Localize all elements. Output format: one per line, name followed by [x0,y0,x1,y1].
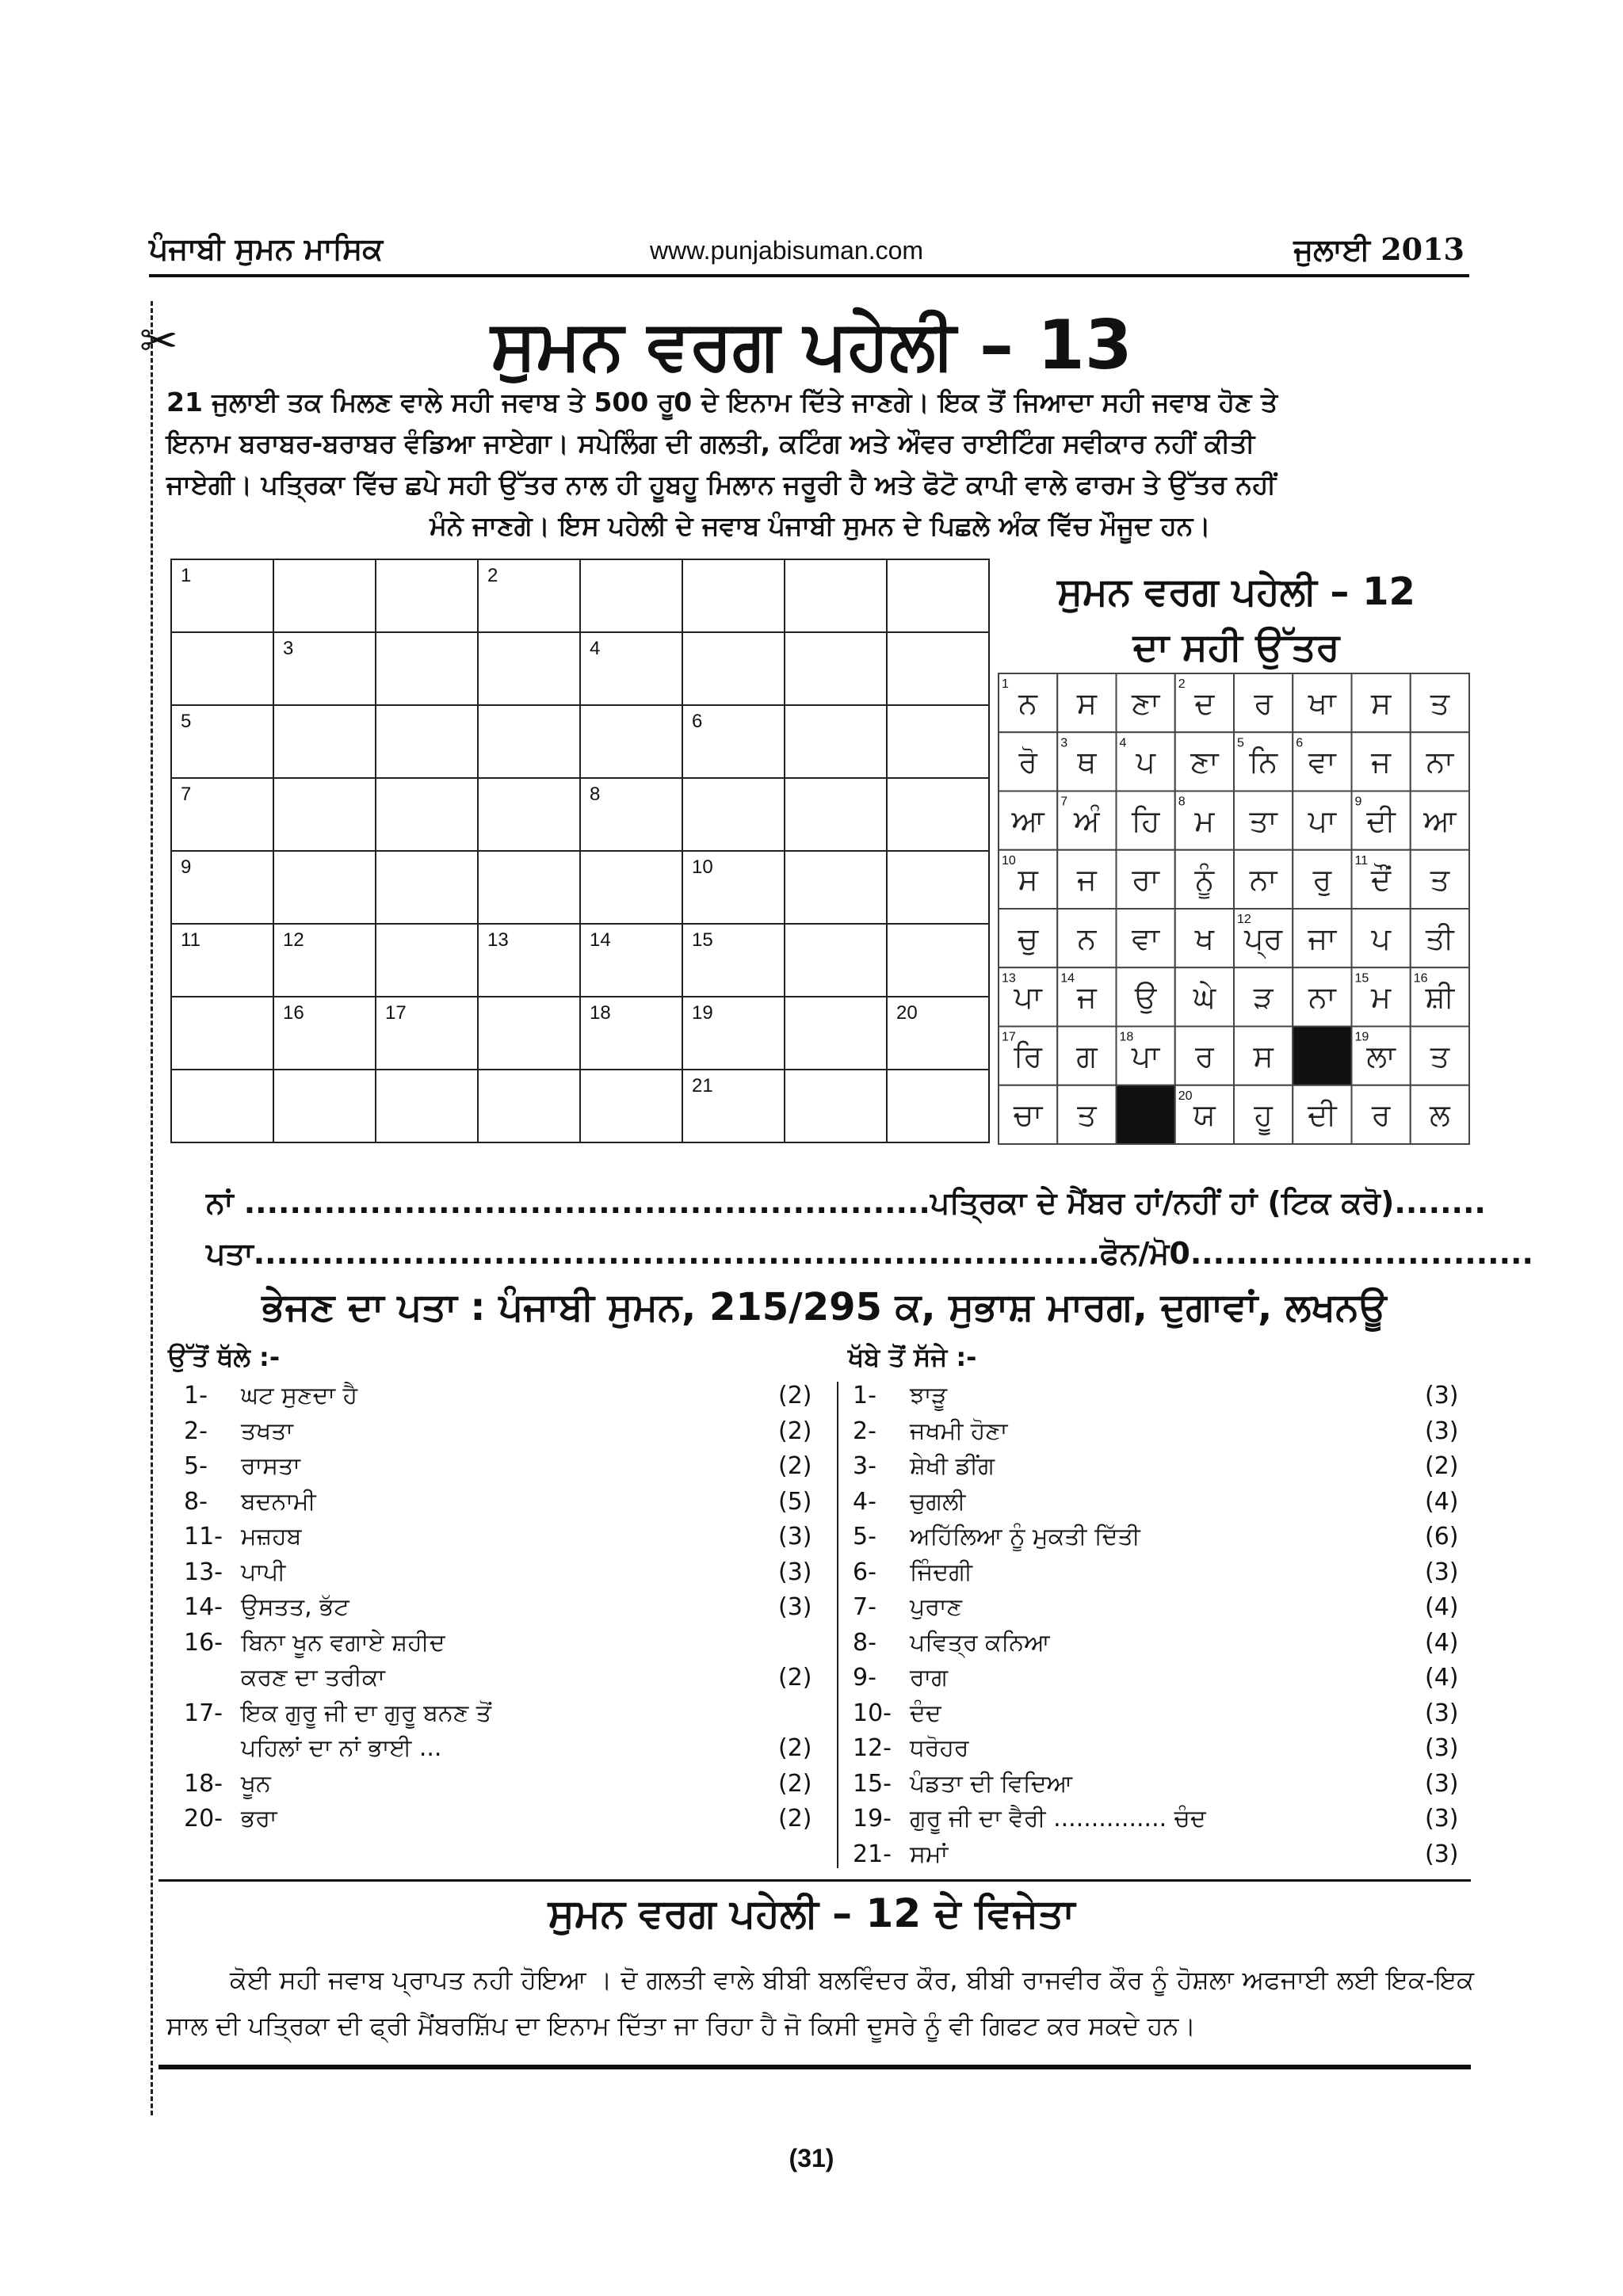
clue-length: (2) [778,1805,812,1833]
grid-cell [376,705,478,778]
answer-letter: ਚਾ [1013,1099,1043,1133]
winners-title: ਸੁਮਨ ਵਰਗ ਪਹੇਲੀ – 12 ਦੇ ਵਿਜੇਤਾ [548,1890,1075,1936]
grid-cell [887,1070,989,1142]
grid-cell [580,705,682,778]
clue-number: 8- [184,1487,208,1516]
answer-letter: ਰਾ [1132,864,1159,898]
issue-date: ਜੁਲਾਈ 2013 [1293,231,1465,267]
cell-number: 18 [1119,1030,1134,1044]
cell-number: 1 [1002,677,1009,691]
grid-cell [785,851,887,924]
cell-number: 4 [1119,736,1127,750]
cell-number: 3 [283,638,294,659]
grid-cell [171,997,273,1070]
answer-letter: ਵਾ [1132,922,1159,956]
grid-cell [273,705,376,778]
clue-number: 7- [853,1593,876,1621]
answer-letter: ਣਾ [1131,687,1160,721]
grid-cell [478,778,580,851]
puzzle-title: ਸੁਮਨ ਵਰਗ ਪਹੇਲੀ – 13 [491,306,1132,385]
clue-number: 13- [184,1558,223,1586]
grid-cell [376,632,478,705]
grid-cell [171,1070,273,1142]
answer-letter: ਪ [1371,922,1391,956]
clue-number: 11- [184,1523,223,1550]
scissors-icon: ✂ [139,314,178,368]
page-number: (31) [789,2144,834,2172]
answer-letter: ਸ਼ੀ [1425,981,1455,1015]
cell-number: 15 [1354,971,1369,986]
answer-letter: ਥ [1077,746,1097,780]
grid-cell [478,1070,580,1142]
cell-number: 9 [181,856,192,878]
answer-letter: ਤਾ [1249,804,1277,838]
answer-letter: ਸ [1018,864,1038,898]
clue-number: 12- [853,1734,892,1762]
grid-cell [682,632,785,705]
answer-letter: ਜ [1371,746,1392,780]
answer-letter: ਰ [1195,1039,1214,1074]
answer-letter: ਜ [1076,864,1097,898]
cell-number: 20 [896,1002,918,1024]
across-clues [853,1382,1457,1873]
clue-number: 4- [853,1487,876,1516]
grid-cell [171,632,273,705]
clue-number: 19- [853,1805,892,1833]
grid-cell [887,851,989,924]
answer-letter: ਹੂ [1254,1099,1273,1133]
clue-number: 2- [853,1417,876,1445]
clue-number: 17- [184,1699,223,1727]
grid-cell [273,778,376,851]
clue-text: ਉਸਤਤ, ਭੱਟ [241,1593,349,1621]
grid-cell [785,632,887,705]
answer-letter: ਨ [1018,687,1038,721]
clue-text: ਪਵਿਤ੍ਰ ਕਨਿਆ [910,1628,1050,1657]
answer-letter: ਜਾ [1308,922,1337,956]
clue-text: ਬਿਨਾ ਖੂਨ ਵਗਾਏ ਸ਼ਹੀਦ [241,1628,445,1657]
answer-letter: ਰ [1254,687,1273,721]
website-url: www.punjabisuman.com [650,236,924,265]
clue-text: ਬਦਨਾਮੀ [241,1487,316,1516]
answer-letter: ਸ [1370,687,1392,721]
clue-number: 8- [853,1628,876,1657]
answer-letter: ਮ [1194,804,1215,838]
clue-length: (3) [1425,1417,1459,1445]
clue-length: (3) [1425,1805,1459,1833]
answer-letter: ਤ [1077,1099,1097,1133]
cell-number: 21 [692,1075,713,1097]
cell-number: 4 [590,638,601,659]
across-heading: ਖੱਬੇ ਤੋਂ ਸੱਜੇ :- [848,1342,977,1372]
clue-text: ਝਾੜੂ [910,1382,948,1409]
clue-text: ਜਖਮੀ ਹੋਣਾ [910,1417,1008,1445]
cell-number: 17 [1002,1030,1016,1044]
grid-cell [887,559,989,632]
answer-letter: ਰੋ [1018,746,1037,780]
answer-letter: ਰੁ [1312,864,1332,898]
answer-letter: ਪ੍ਰ [1244,922,1283,956]
black-cell [1293,1027,1351,1085]
cell-number: 18 [590,1002,611,1024]
cell-number: 2 [487,565,498,586]
crossword-grid-13 [170,558,991,1144]
answer-letter: ਸ [1253,1039,1274,1074]
answer-letter: ਨਾ [1249,864,1277,898]
grid-cell [682,559,785,632]
grid-cell [580,851,682,924]
answer-letter: ਪਾ [1308,804,1337,838]
answer-letter: ਜ [1076,981,1097,1015]
clue-number: 2- [184,1417,208,1445]
cell-number: 1 [181,565,192,586]
clue-text: ਪਹਿਲਾਂ ਦਾ ਨਾਂ ਭਾਈ ... [241,1734,442,1762]
answer-letter: ਨਾ [1426,746,1454,780]
answer-letter: ਣਾ [1190,746,1219,780]
cell-number: 12 [1237,913,1251,926]
answer-letter: ਨਾ [1308,981,1336,1015]
cell-number: 9 [1354,795,1362,809]
grid-cell [478,997,580,1070]
clue-length: (2) [778,1452,812,1480]
clue-number: 10- [853,1699,892,1727]
answer-letter: ਪ [1136,746,1155,780]
cell-number: 3 [1060,736,1068,750]
grid-cell [376,1070,478,1142]
cell-number: 13 [1002,971,1016,986]
cell-number: 6 [692,711,703,732]
cell-number: 10 [1002,853,1016,868]
clue-length: (2) [778,1417,812,1445]
clue-length: (3) [1425,1382,1459,1409]
clue-number: 1- [184,1382,208,1409]
answer-letter: ਨੂੰ [1194,864,1215,898]
clue-text: ਅਹਿੱਲਿਆ ਨੂੰ ਮੁਕਤੀ ਦਿੱਤੀ [910,1523,1140,1550]
clue-text: ਘਟ ਸੁਣਦਾ ਹੈ [241,1382,357,1409]
grid-cell [785,924,887,997]
clue-text: ਜਿੰਦਗੀ [910,1558,973,1586]
grid-cell [580,1070,682,1142]
clue-text: ਸ਼ੇਖੀ ਡੀਂਗ [910,1452,995,1480]
answer-letter: ਆ [1423,804,1457,838]
grid-cell [887,632,989,705]
clue-number: 5- [184,1452,208,1480]
answer-letter: ਖਾ [1308,687,1336,721]
cell-number: 15 [692,929,713,951]
grid-cell [682,778,785,851]
answer-letter: ਮ [1371,981,1392,1015]
answer-letter: ਘੇ [1193,981,1216,1015]
clue-length: (3) [1425,1558,1459,1586]
cell-number: 12 [283,929,304,951]
grid-cell [887,705,989,778]
grid-cell [376,924,478,997]
clue-text: ਦੰਦ [910,1699,941,1727]
grid-cell [478,632,580,705]
answer-letter: ਲ [1430,1099,1450,1133]
clue-text: ਪੁਰਾਣ [910,1593,963,1621]
answer-letter: ਤ [1430,864,1450,898]
winners-text: ਕੋਈ ਸਹੀ ਜਵਾਬ ਪ੍ਰਾਪਤ ਨਹੀ ਹੋਇਆ । ਦੋ ਗਲਤੀ ਵਾਲੇ ਬੀਬੀ ਬਲਵਿੰਦਰ ਕੌਰ, ਬੀਬੀ ਰਾਜਵੀਰ ਕੌਰ ਨੂੰ ਹੋਸ਼ਲਾ ਅਫਜਾਈ ਲਈ ਇਕ-ਇਕ ਸਾਲ ਦੀ ਪਤ੍ਰਿਕਾ ਦੀ ਫ੍ਰੀ ਮੈਂਬਰਸ਼ਿੱਪ ਦਾ ਇਨਾਮ ਦਿੱਤਾ ਜਾ ਰਿਹਾ ਹੈ ਜੋ ਕਿਸੀ ਦੂਸਰੇ ਨੂੰ ਵੀ ਗਿਫਟ ਕਰ ਸਕਦੇ ਹਨ। [166,1965,1474,2041]
cell-number: 8 [590,784,601,805]
clue-length: (4) [1425,1593,1459,1621]
clue-text: ਇਕ ਗੁਰੂ ਜੀ ਦਾ ਗੁਰੂ ਬਨਣ ਤੋਂ [241,1699,491,1727]
clue-text: ਮਜ਼ਹਬ [241,1523,302,1550]
cell-number: 6 [1296,736,1304,750]
answer-letter: ਵਾ [1308,746,1336,780]
clue-length: (2) [778,1734,812,1762]
answer-letter: ਗ [1076,1039,1098,1074]
intro-line: ਮੰਨੇ ਜਾਣਗੇ। ਇਸ ਪਹੇਲੀ ਦੇ ਜਵਾਬ ਪੰਜਾਬੀ ਸੁਮਨ ਦੇ ਪਿਛਲੇ ਅੰਕ ਵਿੱਚ ਮੌਜੂਦ ਹਨ। [430,510,1211,541]
clue-length: (6) [1425,1523,1459,1550]
grid-cell [887,924,989,997]
cell-number: 17 [385,1002,407,1024]
clue-number: 6- [853,1558,876,1586]
cell-number: 14 [590,929,611,951]
answer-letter: ਨਿ [1249,746,1278,780]
grid-cell [273,559,376,632]
intro-line: ਇਨਾਮ ਬਰਾਬਰ-ਬਰਾਬਰ ਵੰਡਿਆ ਜਾਏਗਾ। ਸਪੇਲਿੰਗ ਦੀ ਗਲਤੀ, ਕਟਿੰਗ ਅਤੇ ਔਵਰ ਰਾਈਟਿੰਗ ਸਵੀਕਾਰ ਨਹੀਂ ਕੀਤੀ [166,428,1255,459]
answer-letter: ਦੀ [1366,804,1396,838]
clue-text: ਧਰੋਹਰ [910,1734,969,1762]
grid-cell [376,778,478,851]
cell-number: 2 [1178,677,1186,691]
down-heading: ਉੱਤੋਂ ਥੱਲੇ :- [168,1342,281,1372]
clue-number: 18- [184,1769,223,1798]
grid-cell [580,559,682,632]
answer-letter: ਦੀ [1308,1099,1337,1133]
clue-text: ਰਾਸਤਾ [241,1452,300,1480]
answer-letter: ਤ [1430,1039,1450,1074]
answer-letter: ਰਿ [1014,1039,1043,1074]
clue-text: ਕਰਣ ਦਾ ਤਰੀਕਾ [241,1664,385,1691]
send-address: ਭੇਜਣ ਦਾ ਪਤਾ : ਪੰਜਾਬੀ ਸੁਮਨ, 215/295 ਕ, ਸੁਭਾਸ਼ ਮਾਰਗ, ਦੁਗਾਵਾਂ, ਲਖਨਊ [262,1285,1387,1329]
cell-number: 7 [181,784,192,805]
answer-title [991,564,1482,675]
intro-text [166,382,1474,547]
clue-length: (2) [778,1664,812,1691]
answer-letter: ਸ [1076,687,1098,721]
cell-number: 11 [1354,853,1369,868]
answer-letter: ਪਾ [1014,981,1042,1015]
cell-number: 16 [283,1002,304,1024]
answer-letter: ਰ [1371,1099,1391,1133]
answer-letter: ਦ [1194,687,1215,721]
clue-length: (3) [778,1593,812,1621]
grid-cell [478,851,580,924]
clue-number: 14- [184,1593,223,1621]
address-field-line[interactable]: ਪਤਾ..........................................................................ਫੋਨ/ਮੋ0.............................. [206,1236,1533,1271]
cell-number: 5 [1237,736,1244,750]
answer-letter: ਪਾ [1131,1039,1160,1074]
clue-length: (4) [1425,1664,1459,1691]
answer-letter: ਖ [1194,922,1214,956]
clue-number: 16- [184,1628,223,1657]
clue-length: (2) [778,1769,812,1798]
answer-letter: ਦੌਂ [1371,864,1392,898]
clue-text: ਭਰਾ [241,1805,277,1833]
clue-text: ਖੂਨ [241,1769,271,1798]
clue-length: (3) [778,1558,812,1586]
intro-line: ਜਾਏਗੀ। ਪਤ੍ਰਿਕਾ ਵਿੱਚ ਛਪੇ ਸਹੀ ਉੱਤਰ ਨਾਲ ਹੀ ਹੂਬਹੂ ਮਿਲਾਨ ਜਰੂਰੀ ਹੈ ਅਤੇ ਫੋਟੋ ਕਾਪੀ ਵਾਲੇ ਫਾਰਮ ਤੇ ਉੱਤਰ ਨਹੀਂ [166,469,1277,500]
clue-length: (3) [1425,1699,1459,1727]
clue-text: ਚੁਗਲੀ [910,1487,966,1516]
clue-length: (4) [1425,1628,1459,1657]
answer-letter: ਉ [1134,981,1157,1015]
cell-number: 14 [1060,971,1075,986]
cell-number: 16 [1413,971,1428,986]
answer-letter: ਤ [1430,687,1450,721]
answer-title-line2: ਦਾ ਸਹੀ ਉੱਤਰ [1132,625,1340,669]
magazine-name: ਪੰਜਾਬੀ ਸੁਮਨ ਮਾਸਿਕ [149,231,384,266]
clue-number: 1- [853,1382,876,1409]
answer-letter: ਹਿ [1131,804,1160,838]
grid-cell [785,778,887,851]
clue-number: 3- [853,1452,876,1480]
clue-text: ਤਖਤਾ [241,1417,293,1445]
clue-length: (3) [1425,1769,1459,1798]
cell-number: 8 [1178,795,1186,809]
clue-text: ਪਾਪੀ [241,1558,286,1586]
grid-cell [376,559,478,632]
answer-letter: ਨ [1077,922,1097,956]
cell-number: 7 [1060,795,1068,809]
clue-number: 20- [184,1805,223,1833]
cell-number: 5 [181,711,192,732]
clue-length: (3) [1425,1734,1459,1762]
grid-cell [376,851,478,924]
cell-number: 13 [487,929,509,951]
answer-title-line1: ਸੁਮਨ ਵਰਗ ਪਹੇਲੀ – 12 [1057,570,1415,614]
cell-number: 10 [692,856,713,878]
grid-cell [785,997,887,1070]
grid-cell [887,778,989,851]
black-cell [1117,1085,1175,1144]
clue-length: (2) [1425,1452,1459,1480]
grid-cell [478,705,580,778]
cell-number: 19 [1354,1030,1369,1044]
cell-number: 19 [692,1002,713,1024]
down-clues [184,1382,810,1873]
name-field-line[interactable]: ਨਾਂ ............................................................ਪਤ੍ਰਿਕਾ ਦੇ ਮੈਂਬਰ ਹਾਂ/ਨਹੀਂ ਹਾਂ (ਟਿਕ ਕਰੋ)........ [206,1185,1486,1220]
cut-line [151,301,153,2115]
header-rule [149,274,1469,277]
clue-length: (3) [1425,1840,1459,1868]
clue-length: (3) [778,1523,812,1550]
clue-text: ਪੰਡਤਾ ਦੀ ਵਿਦਿਆ [910,1769,1073,1798]
clue-number: 15- [853,1769,892,1798]
answer-letter: ਲਾ [1366,1039,1396,1074]
clue-length: (2) [778,1382,812,1409]
column-divider [837,1382,838,1868]
cell-number: 11 [181,929,200,951]
answer-letter: ਅੰ [1074,804,1100,838]
answer-grid-12 [997,672,1471,1146]
clue-number: 21- [853,1840,892,1868]
answer-letter: ਆ [1011,804,1044,838]
answer-letter: ਚੁ [1018,922,1038,956]
clue-text: ਸਮਾਂ [910,1840,949,1868]
grid-cell [273,851,376,924]
answer-letter: ੜ [1253,981,1274,1015]
clue-length: (5) [778,1487,812,1516]
footer-rule [158,2065,1471,2069]
clue-length: (4) [1425,1487,1459,1516]
clue-number: 5- [853,1523,876,1550]
clues-bottom-rule [158,1879,1471,1882]
cell-number: 20 [1178,1089,1193,1103]
clue-text: ਗੁਰੂ ਜੀ ਦਾ ਵੈਰੀ ............... ਚੰਦ [910,1805,1206,1833]
grid-cell [273,1070,376,1142]
answer-letter: ਯ [1193,1099,1216,1133]
clue-text: ਰਾਗ [910,1664,949,1691]
intro-line: 21 ਜੁਲਾਈ ਤਕ ਮਿਲਣ ਵਾਲੇ ਸਹੀ ਜਵਾਬ ਤੇ 500 ਰੂ0 ਦੇ ਇਨਾਮ ਦਿੱਤੇ ਜਾਣਗੇ। ਇਕ ਤੋਂ ਜਿਆਦਾ ਸਹੀ ਜਵਾਬ ਹੋਣ ਤੇ [166,387,1278,418]
clue-number: 9- [853,1664,876,1691]
grid-cell [785,559,887,632]
grid-cell [785,1070,887,1142]
grid-cell [785,705,887,778]
answer-letter: ਤੀ [1425,922,1454,956]
